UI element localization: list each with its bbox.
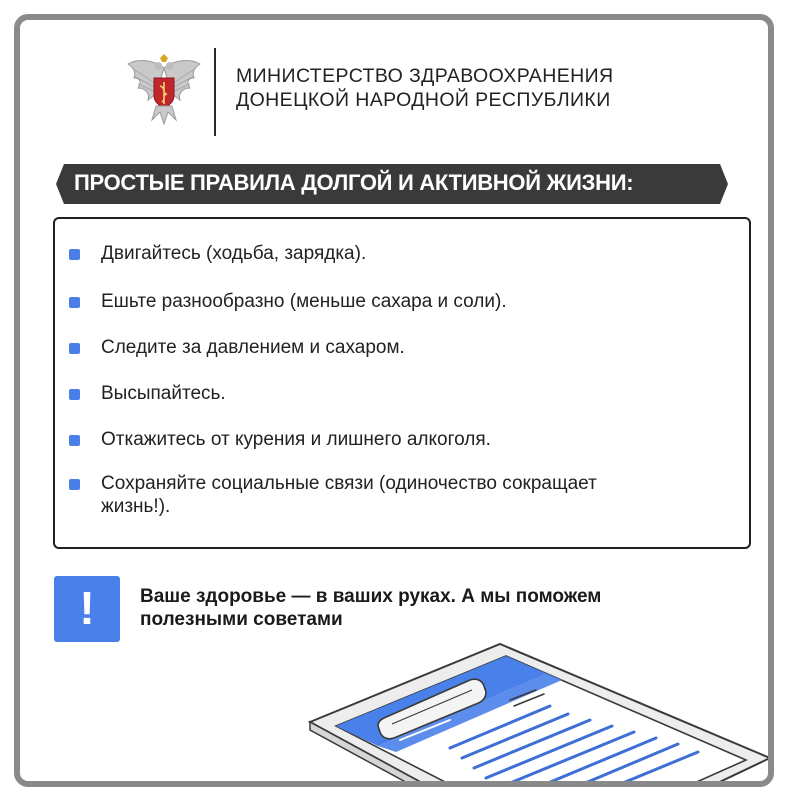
- bullet-square-icon: [69, 249, 80, 260]
- bullet-square-icon: [69, 343, 80, 354]
- health-note: Ваше здоровье — в ваших руках. А мы поможем полезными советами: [140, 586, 602, 630]
- rules-title: ПРОСТЫЕ ПРАВИЛА ДОЛГОЙ И АКТИВНОЙ ЖИЗНИ:: [74, 170, 634, 195]
- bullet-square-icon: [69, 435, 80, 446]
- bullet-square-icon: [69, 297, 80, 308]
- ministry-header: [126, 48, 706, 138]
- header-divider: [214, 48, 216, 136]
- bullet-square-icon: [69, 479, 80, 490]
- list-item-text: Сохраняйте социальные связи (одиночество сокращает жизнь!).: [101, 473, 597, 517]
- clipboard-illustration: [300, 630, 774, 787]
- list-item-text: Двигайтесь (ходьба, зарядка).: [101, 243, 367, 264]
- coat-of-arms-icon: [126, 54, 202, 126]
- poster-frame: [14, 14, 774, 787]
- exclamation-icon: [54, 576, 120, 642]
- rules-title-banner: [56, 162, 728, 206]
- list-item-text: Ешьте разнообразно (меньше сахара и соли).: [101, 291, 507, 312]
- list-item-text: Высыпайтесь.: [101, 383, 226, 404]
- ministry-name-line2: ДОНЕЦКОЙ НАРОДНОЙ РЕСПУБЛИКИ: [236, 89, 611, 111]
- list-item-text: Откажитесь от курения и лишнего алкоголя.: [101, 429, 491, 450]
- list-item-text: Следите за давлением и сахаром.: [101, 337, 405, 358]
- ministry-name: [236, 64, 613, 112]
- exclamation-mark: !: [79, 582, 95, 634]
- bullet-square-icon: [69, 389, 80, 400]
- rules-list: [53, 217, 751, 549]
- ministry-name-line1: МИНИСТЕРСТВО ЗДРАВООХРАНЕНИЯ: [236, 65, 614, 87]
